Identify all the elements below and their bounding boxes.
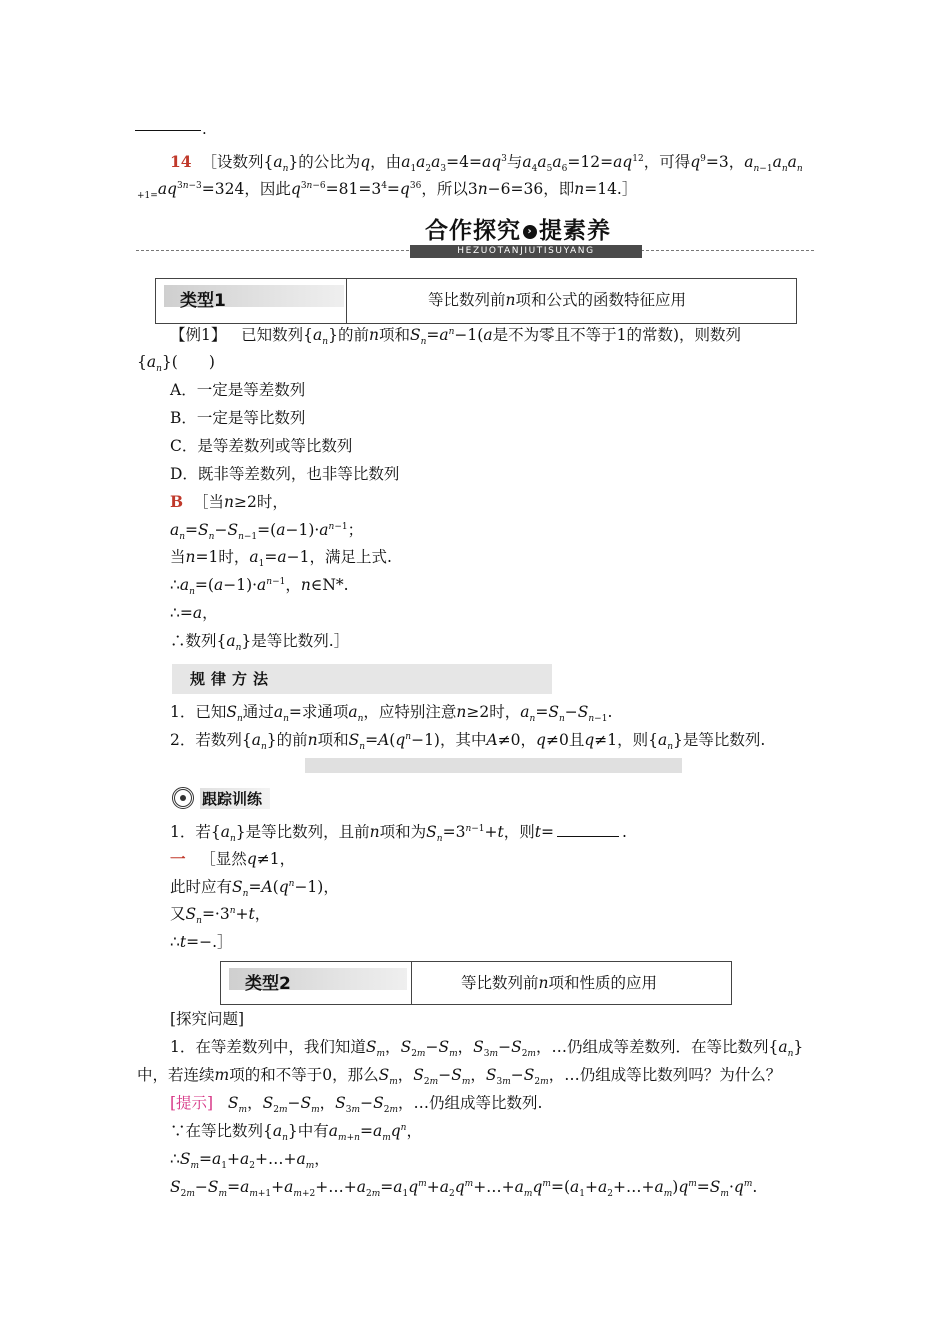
hint-line-4: $S_{2m}-S_m=a_{m+1}+a_{m+2}+\dots+a_{2m}=a_1q^m+a_2q^m+\dots+a_mq^m=(a_1+a_2+\dots+a_m)q^m=S_m\cdot q^m$. xyxy=(170,1178,758,1200)
track-solution-4: ∴t=−.］ xyxy=(170,933,233,951)
track-training-label: 跟踪训练 xyxy=(172,787,292,811)
blank-period: . xyxy=(202,120,207,138)
track-solution-3: 又$S_n=\cdot 3^n+t$， xyxy=(170,905,271,927)
type2-title: 等比数列前n项和性质的应用 xyxy=(461,974,658,992)
type1-title: 等比数列前n项和公式的函数特征应用 xyxy=(428,291,687,309)
solution-line-2: $a_n=S_n-S_{n-1}=(a-1)\cdot a^{n-1}$； xyxy=(170,521,364,543)
hint-line-2: ∵在等比数列$\{a_n\}$中有$a_{m+n}=a_mq^n$， xyxy=(170,1122,422,1144)
track-question-1: 1．若$\{a_n\}$是等比数列，且前n项和为$S_n=3^{n-1}+t$，则t= . xyxy=(170,823,627,845)
solution-line-5: ∴=a， xyxy=(170,604,218,622)
solution-line-1: B ［当n≥2时， xyxy=(170,492,288,511)
hint-line-3: $\therefore S_m=a_1+a_2+\dots+a_m$， xyxy=(170,1150,330,1172)
answer-blank xyxy=(135,130,201,131)
banner-title: 合作探究 › 提素养 xyxy=(425,218,611,244)
rule-1: 1．已知$S_n$通过$a_n=$求通项$a_n$，应特别注意n≥2时，$a_n=S_n-S_{n-1}$. xyxy=(170,703,613,725)
solution-line-6: ∴数列$\{a_n\}$是等比数列.］ xyxy=(170,632,350,654)
explore-question-line-2: 中，若连续m项的和不等于0，那么$S_m$，$S_{2m}-S_m$，$S_{3m}-S_{2m}$，…仍组成等比数列吗？为什么？ xyxy=(137,1066,782,1088)
type1-box xyxy=(155,278,797,324)
type1-tag: 类型1 xyxy=(164,285,344,307)
section-end-bar xyxy=(305,758,682,773)
rule-2: 2．若数列$\{a_n\}$的前n项和$S_n=A(q^n-1)$，其中A≠0，q≠0且q≠1，则$\{a_n\}$是等比数列. xyxy=(170,731,766,753)
example1-question-cont: $\{a_n\}$( ) xyxy=(137,353,215,375)
option-b: B．一定是等比数列 xyxy=(170,409,306,427)
hint-label: [提示] xyxy=(170,1094,214,1112)
banner-pinyin: HEZUOTANJIUTISUYANG xyxy=(410,245,642,258)
answer-line-2: $_{+1=}aq^{3n-3}=324$，因此$q^{3n-6}=81=3^4=q^{36}$，所以3n−6=36，即n=14.］ xyxy=(137,180,638,202)
track-answer: 一 xyxy=(170,849,186,868)
answer-blank xyxy=(557,822,619,837)
solution-line-4: $\therefore a_n=(a-1)\cdot a^{n-1}$，n∈N*. xyxy=(170,576,349,598)
hint-line-1: [提示] $S_m$，$S_{2m}-S_m$，$S_{3m}-S_{2m}$，…仍组成等比数列. xyxy=(170,1094,543,1116)
answer-letter: B xyxy=(170,492,184,511)
example1-question: 【例1】 已知数列$\{a_n\}$的前n项和$S_n=a^n-1(a$是不为零且不等于1的常数)，则数列 xyxy=(170,326,741,348)
option-c: C．是等差数列或等比数列 xyxy=(170,437,353,455)
type2-box xyxy=(220,961,732,1005)
solution-line-3: 当n=1时，$a_1=a-1$，满足上式. xyxy=(170,548,392,570)
explore-header: [探究问题] xyxy=(170,1010,245,1028)
rules-label: 规律方法 xyxy=(172,664,552,694)
explore-question-line-1: 1．在等差数列中，我们知道$S_m$，$S_{2m}-S_m$，$S_{3m}-S_{2m}$，…仍组成等差数列．在等比数列$\{a_n\}$ xyxy=(170,1038,804,1060)
target-icon xyxy=(172,787,194,809)
chevron-right-icon: › xyxy=(523,225,537,239)
track-solution-1: 一 ［显然q≠1， xyxy=(170,849,296,868)
track-solution-2: 此时应有$S_n=A(q^n-1)$， xyxy=(170,878,339,900)
answer-number: 14 xyxy=(170,152,192,171)
type2-tag: 类型2 xyxy=(229,968,407,990)
section-banner xyxy=(410,212,642,258)
option-d: D．既非等差数列，也非等比数列 xyxy=(170,465,400,483)
answer-line-1: 14 ［设数列$\{a_n\}$的公比为q，由$a_1a_2a_3=4=aq^3$与$a_4a_5a_6=12=aq^{12}$，可得$q^9=3$，$a_{n-1}a_na_n$ xyxy=(170,152,803,175)
example-label: 【例1】 xyxy=(170,326,227,344)
option-a: A．一定是等差数列 xyxy=(170,381,306,399)
